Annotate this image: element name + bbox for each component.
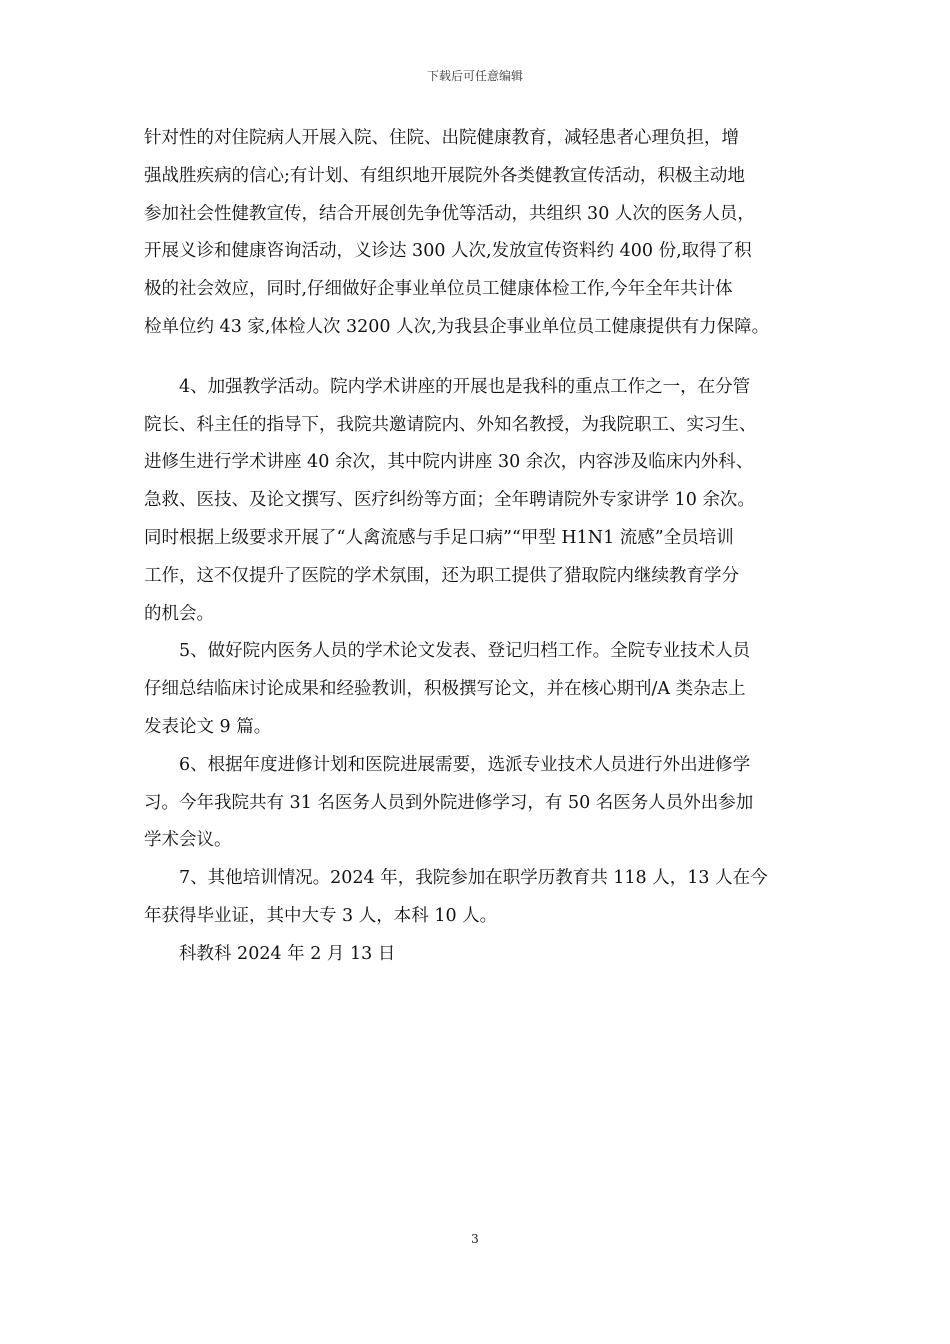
text-line: 5、做好院内医务人员的学术论文发表、登记归档工作。全院专业技术人员 [144,641,751,662]
text-line: 检单位约 43 家,体检人次 3200 人次,为我县企事业单位员工健康提供有力保障。 [144,316,770,337]
text-line: 开展义诊和健康咨询活动，义诊达 300 人次,发放宣传资料约 400 份,取得了积 [144,241,752,262]
paragraph-further-study [144,747,824,860]
text-line: 仔细总结临床讨论成果和经验教训，积极撰写论文，并在核心期刊/A 类杂志上 [144,679,746,700]
text-line: 进修生进行学术讲座 40 余次，其中院内讲座 30 余次，内容涉及临床内外科、 [144,452,754,473]
text-line: 4、加强教学活动。院内学术讲座的开展也是我科的重点工作之一，在分管 [144,376,751,397]
text-line: 强战胜疾病的信心;有计划、有组织地开展院外各类健教宣传活动，积极主动地 [144,165,745,186]
paragraph-other-training [144,860,824,936]
text-line: 工作，这不仅提升了医院的学术氛围，还为职工提供了猎取院内继续教育学分 [144,565,739,586]
signature-line: 科教科 2024 年 2 月 13 日 [144,943,396,964]
text-line: 同时根据上级要求开展了“人禽流感与手足口病”“甲型 H1N1 流感”全员培训 [144,527,734,548]
text-line: 6、根据年度进修计划和医院进展需要，选派专业技术人员进行外出进修学 [144,754,751,775]
paragraph-gap [144,347,824,369]
text-line: 针对性的对住院病人开展入院、住院、出院健康教育，减轻患者心理负担，增 [144,128,739,148]
page-number: 3 [471,1232,479,1246]
text-line: 参加社会性健教宣传，结合开展创先争优等活动，共组织 30 人次的医务人员， [144,203,755,224]
text-line: 的机会。 [144,603,214,624]
page-header: 下载后可任意编辑 [426,69,523,83]
text-line: 7、其他培训情况。2024 年，我院参加在职学历教育共 118 人，13 人在今 [144,868,768,889]
text-line: 学术会议。 [144,830,232,851]
paragraph-continued [144,120,824,347]
text-line: 习。今年我院共有 31 名医务人员到外院进修学习，有 50 名医务人员外出参加 [144,792,754,813]
text-line: 院长、科主任的指导下，我院共邀请院内、外知名教授，为我院职工、实习生、 [144,414,757,435]
text-line: 极的社会效应，同时,仔细做好企事业单位员工健康体检工作,今年全年共计体 [144,279,733,300]
paragraph-academic-papers [144,633,824,746]
text-line: 年获得毕业证，其中大专 3 人，本科 10 人。 [144,905,498,926]
paragraph-teaching-activities [144,369,824,634]
text-line: 发表论文 9 篇。 [144,716,272,737]
document-body [144,120,824,974]
text-line: 急救、医技、及论文撰写、医疗纠纷等方面；全年聘请院外专家讲学 10 余次。 [144,490,755,511]
